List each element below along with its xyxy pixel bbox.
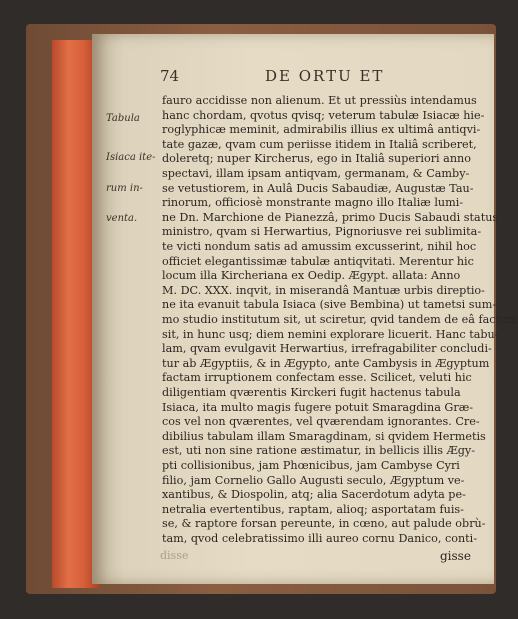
text-line: pti collisionibus, jam Phœnicibus, jam Cambyse Cyri bbox=[162, 459, 460, 472]
text-line: mo studio institutum sit, ut sciretur, qvid tandem de eâ factum bbox=[162, 313, 518, 326]
text-line: te victi nondum satis ad amussim excusserint, nihil hoc bbox=[162, 240, 477, 253]
text-line: se vetustiorem, in Aulâ Ducis Sabaudiæ, Augustæ Tau- bbox=[162, 181, 474, 195]
text-line: filio, jam Cornelio Gallo Augusti seculo, Ægyptum ve- bbox=[162, 473, 465, 487]
text-line: se, & raptore forsan pereunte, in cœno, aut palude obrù- bbox=[162, 517, 486, 531]
running-title: DE ORTU ET bbox=[265, 67, 385, 85]
text-line: rinorum, officiosè monstrante magno illo Italiæ lumi- bbox=[162, 196, 464, 210]
text-line: roglyphicæ meminit, admirabilis illius ex ultimâ antiqvi- bbox=[162, 123, 481, 137]
margin-note: rum in- bbox=[106, 183, 143, 194]
text-line: factam irruptionem confectam esse. Scilicet, veluti hic bbox=[162, 371, 472, 385]
text-line: tur ab Ægyptiis, & in Ægypto, ante Cambysis in Ægyptum bbox=[162, 356, 490, 370]
text-line: officiet elegantissimæ tabulæ antiqvitati. Merentur hic bbox=[162, 254, 474, 268]
text-line: tam, qvod celebratissimo illi aureo cornu Danico, conti- bbox=[162, 532, 478, 545]
text-line: diligentiam qværentis Kirckeri fugit hactenus tabula bbox=[162, 386, 461, 399]
text-line: ne ita evanuit tabula Isiaca (sive Bembina) ut tametsi sum- bbox=[162, 298, 497, 312]
text-line: xantibus, & Diospolin, atq; alia Sacerdotum adyta pe- bbox=[162, 488, 466, 502]
text-line: tate gazæ, qvam cum periisse itidem in Italiâ scriberet, bbox=[162, 137, 477, 151]
text-line: ne Dn. Marchione de Pianezzâ, primo Ducis Sabaudi status bbox=[162, 210, 499, 224]
show-through-text: disse bbox=[160, 548, 189, 562]
text-line: hanc chordam, qvotus qvisq; veterum tabulæ Isiacæ hie- bbox=[162, 108, 485, 122]
margin-note: venta. bbox=[106, 213, 138, 224]
text-line: netralia evertentibus, raptam, alioq; asportatam fuis- bbox=[162, 502, 464, 516]
text-line: cos vel non qværentes, vel qværendam ignorantes. Cre- bbox=[162, 415, 480, 429]
text-line: doleretq; nuper Kircherus, ego in Italiâ superiori anno bbox=[162, 152, 471, 166]
catchword: gisse bbox=[440, 548, 471, 563]
text-line: M. DC. XXX. inqvit, in miserandâ Mantuæ urbis direptio- bbox=[162, 283, 485, 297]
text-line: dibilius tabulam illam Smaragdinam, si qvidem Hermetis bbox=[162, 429, 486, 443]
text-line: lam, qvam evulgavit Herwartius, irrefragabiliter concludi- bbox=[162, 342, 492, 356]
text-line: Isiaca, ita multo magis fugere potuit Smaragdina Græ- bbox=[162, 400, 474, 414]
margin-note: Isiaca ite- bbox=[106, 152, 156, 163]
page-number: 74 bbox=[160, 67, 180, 85]
text-line: locum illa Kircheriana ex Oedip. Ægypt. allata: Anno bbox=[162, 269, 461, 283]
text-line: ministro, qvam si Herwartius, Pignoriusve rei sublimita- bbox=[162, 225, 482, 239]
margin-note: Tabula bbox=[106, 113, 140, 124]
text-line: est, uti non sine ratione æstimatur, in bellicis illis Ægy- bbox=[162, 444, 476, 458]
text-line: sit, in hunc usq; diem nemini explorare licuerit. Hanc tabu- bbox=[162, 327, 499, 341]
text-line: fauro accidisse non alienum. Et ut pressiùs intendamus bbox=[162, 94, 477, 107]
text-line: spectavi, illam ipsam antiqvam, germanam, & Camby- bbox=[162, 167, 470, 180]
